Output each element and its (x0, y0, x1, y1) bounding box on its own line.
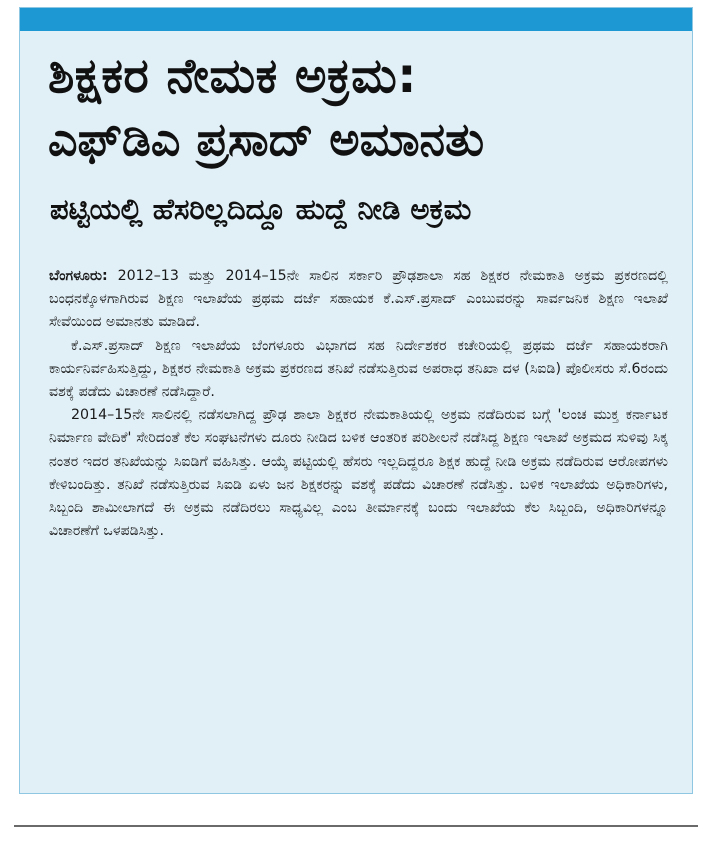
subheadline: ಪಟ್ಟಿಯಲ್ಲಿ ಹೆಸರಿಲ್ಲದಿದ್ದೂ ಹುದ್ದೆ ನೀಡಿ ಅಕ್ರಮ (50, 192, 472, 226)
article-paragraph-3: 2014–15ನೇ ಸಾಲಿನಲ್ಲಿ ನಡೆಸಲಾಗಿದ್ದ ಪ್ರೌಢ ಶಾಲಾ ಶಿಕ್ಷಕರ ನೇಮಕಾತಿಯಲ್ಲಿ ಅಕ್ರಮ ನಡೆದಿರುವ ಬಗ್ಗೆ 'ಲಂಚ ಮುಕ್ತ ಕರ್ನಾಟಕ ನಿರ್ಮಾಣ ವೇದಿಕೆ' ಸೇರಿದಂತೆ ಕೆಲ ಸಂಘಟನೆಗಳು ದೂರು ನೀಡಿದ ಬಳಿಕ ಆಂತರಿಕ ಪರಿಶೀಲನೆ ನಡೆಸಿದ್ದ ಶಿಕ್ಷಣ ಇಲಾಖೆ ಅಕ್ರಮದ ಸುಳಿವು ಸಿಕ್ಕ ನಂತರ ಇದರ ತನಿಖೆಯನ್ನು ಸಿಐಡಿಗೆ ವಹಿಸಿತ್ತು. ಆಯ್ಕೆ ಪಟ್ಟಿಯಲ್ಲಿ ಹೆಸರು ಇಲ್ಲದಿದ್ದರೂ ಶಿಕ್ಷಕ ಹುದ್ದೆ ನೀಡಿ ಅಕ್ರಮ ನಡೆದಿರುವ ಆರೋಪಗಳು ಕೇಳಿಬಂದಿತ್ತು. ತನಿಖೆ ನಡೆಸುತ್ತಿರುವ ಸಿಐಡಿ ಏಳು ಜನ ಶಿಕ್ಷಕರನ್ನು ವಶಕ್ಕೆ ಪಡೆದು ವಿಚಾರಣೆ ನಡೆಸಿತ್ತು. ಬಳಿಕ ಇಲಾಖೆಯ ಅಧಿಕಾರಿಗಳು, ಸಿಬ್ಬಂದಿ ಶಾಮೀಲಾಗದೆ ಈ ಅಕ್ರಮ ನಡೆದಿರಲು ಸಾಧ್ಯವಿಲ್ಲ ಎಂಬ ತೀರ್ಮಾನಕ್ಕೆ ಬಂದು ಇಲಾಖೆಯ ಕೆಲ ಸಿಬ್ಬಂದಿ, ಅಧಿಕಾರಿಗಳನ್ನೂ ವಿಚಾರಣೆಗೆ ಒಳಪಡಿಸಿತ್ತು. (49, 407, 668, 540)
dateline: ಬೆಂಗಳೂರು: (49, 268, 108, 284)
headline-line-1: ಶಿಕ್ಷಕರ ನೇಮಕ ಅಕ್ರಮ: (48, 48, 418, 104)
page-divider (14, 825, 698, 827)
paragraph-1-text: 2012–13 ಮತ್ತು 2014–15ನೇ ಸಾಲಿನ ಸರ್ಕಾರಿ ಪ್ರೌಢಶಾಲಾ ಸಹ ಶಿಕ್ಷಕರ ನೇಮಕಾತಿ ಅಕ್ರಮ ಪ್ರಕರಣದಲ್ಲಿ ಬಂಧನಕ್ಕೊಳಗಾಗಿರುವ ಶಿಕ್ಷಣ ಇಲಾಖೆಯ ಪ್ರಥಮ ದರ್ಜೆ ಸಹಾಯಕ ಕೆ.ಎಸ್.ಪ್ರಸಾದ್ ಎಂಬುವರನ್ನು ಸಾರ್ವಜನಿಕ ಶಿಕ್ಷಣ ಇಲಾಖೆ ಸೇವೆಯಿಂದ ಅಮಾನತು ಮಾಡಿದೆ. (49, 268, 668, 331)
news-clipping (19, 7, 693, 794)
clipping-top-bar (20, 8, 692, 31)
article-paragraph-1 (49, 265, 668, 335)
article-paragraph-2: ಕೆ.ಎಸ್.ಪ್ರಸಾದ್ ಶಿಕ್ಷಣ ಇಲಾಖೆಯ ಬೆಂಗಳೂರು ವಿಭಾಗದ ಸಹ ನಿರ್ದೇಶಕರ ಕಚೇರಿಯಲ್ಲಿ ಪ್ರಥಮ ದರ್ಜೆ ಸಹಾಯಕರಾಗಿ ಕಾರ್ಯನಿರ್ವಹಿಸುತ್ತಿದ್ದು, ಶಿಕ್ಷಕರ ನೇಮಕಾತಿ ಅಕ್ರಮ ಪ್ರಕರಣದ ತನಿಖೆ ನಡೆಸುತ್ತಿರುವ ಅಪರಾಧ ತನಿಖಾ ದಳ (ಸಿಐಡಿ) ಪೊಲೀಸರು ಸೆ.6ರಂದು ವಶಕ್ಕೆ ಪಡೆದು ವಿಚಾರಣೆ ನಡೆಸಿದ್ದಾರೆ. (49, 337, 668, 401)
headline-line-2: ಎಫ್‌ಡಿಎ ಪ್ರಸಾದ್ ಅಮಾನತು (48, 112, 485, 166)
article-body (49, 265, 668, 543)
